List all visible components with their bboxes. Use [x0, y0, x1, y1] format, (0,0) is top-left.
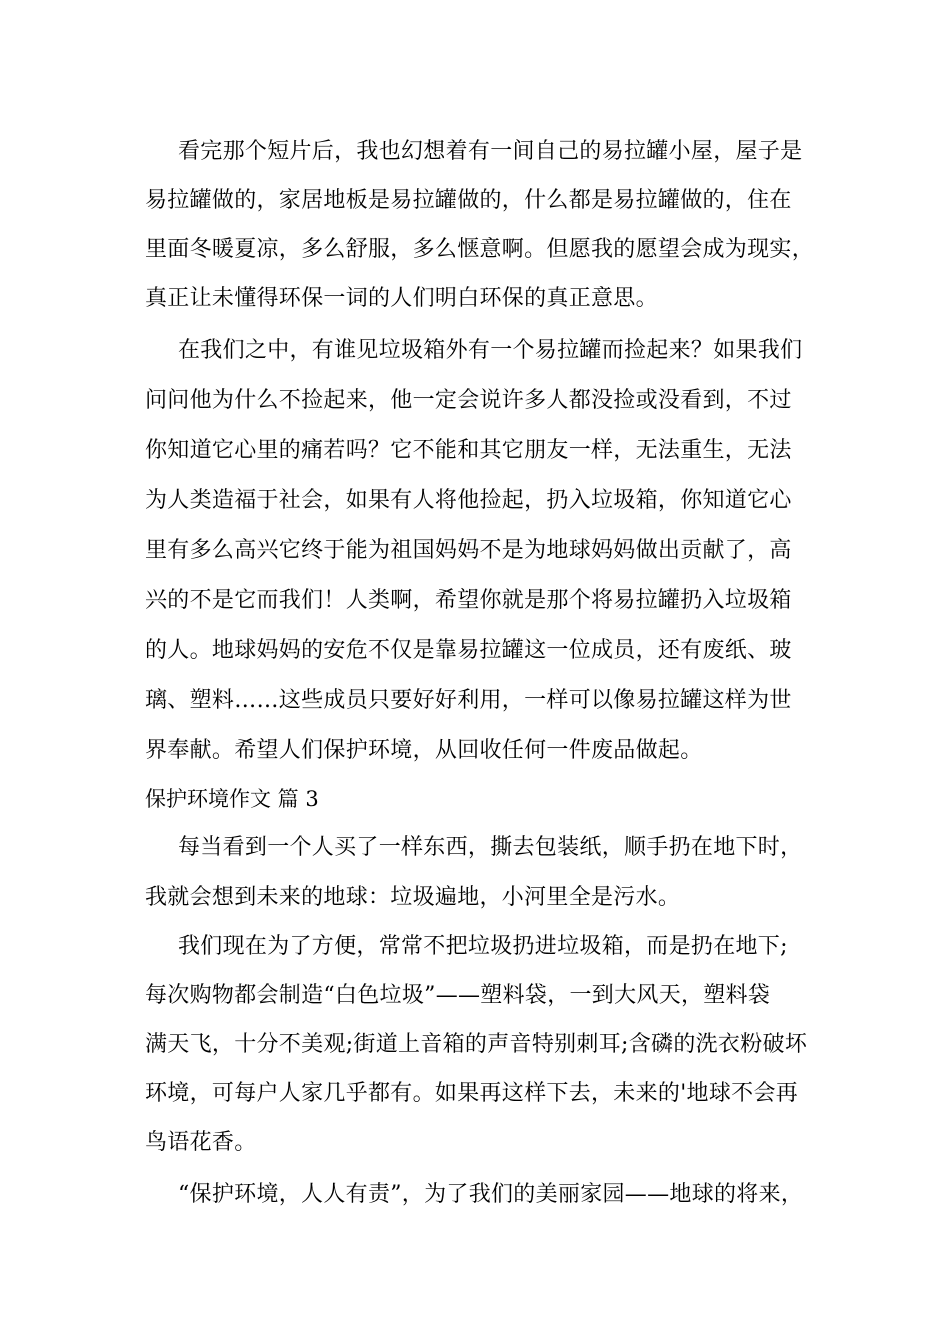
paragraph-1-line-3: 里面冬暖夏凉，多么舒服，多么惬意啊。但愿我的愿望会成为现实，	[145, 237, 815, 262]
paragraph-2-line-8: 璃、塑料……这些成员只要好好利用，一样可以像易拉罐这样为世	[145, 688, 792, 713]
paragraph-2-line-2: 问问他为什么不捡起来，他一定会说许多人都没捡或没看到，不过	[145, 388, 792, 413]
section-paragraph-2-line-5: 鸟语花香。	[145, 1130, 257, 1155]
paragraph-1-line-2: 易拉罐做的，家居地板是易拉罐做的，什么都是易拉罐做的，住在	[145, 188, 792, 213]
section-paragraph-2-line-3: 满天飞，十分不美观;街道上音箱的声音特别刺耳;含磷的洗衣粉破坏	[145, 1032, 808, 1057]
paragraph-2-line-4: 为人类造福于社会，如果有人将他捡起，扔入垃圾箱，你知道它心	[145, 488, 792, 513]
paragraph-2-line-5: 里有多么高兴它终于能为祖国妈妈不是为地球妈妈做出贡献了，高	[145, 538, 792, 563]
paragraph-2-line-3: 你知道它心里的痛若吗？它不能和其它朋友一样，无法重生，无法	[145, 438, 792, 463]
paragraph-1-line-4: 真正让未懂得环保一词的人们明白环保的真正意思。	[145, 286, 658, 311]
paragraph-1-line-1: 看完那个短片后，我也幻想着有一间自己的易拉罐小屋，屋子是	[178, 139, 803, 164]
section-paragraph-1-line-1: 每当看到一个人买了一样东西，撕去包装纸，顺手扔在地下时，	[178, 835, 803, 860]
section-paragraph-2-line-2: 每次购物都会制造“白色垃圾”——塑料袋，一到大风天，塑料袋	[145, 983, 771, 1008]
section-paragraph-2-line-1: 我们现在为了方便，常常不把垃圾扔进垃圾箱，而是扔在地下;	[178, 934, 788, 959]
section-paragraph-2-line-4: 环境，可每户人家几乎都有。如果再这样下去，未来的'地球不会再	[145, 1081, 799, 1106]
paragraph-2-line-7: 的人。地球妈妈的安危不仅是靠易拉罐这一位成员，还有废纸、玻	[145, 638, 792, 663]
section-heading: 保护环境作文 篇 3	[145, 787, 319, 811]
paragraph-2-line-9: 界奉献。希望人们保护环境，从回收任何一件废品做起。	[145, 738, 703, 763]
section-paragraph-1-line-2: 我就会想到未来的地球：垃圾遍地，小河里全是污水。	[145, 885, 681, 910]
section-paragraph-3-line-1: “保护环境，人人有责”，为了我们的美丽家园——地球的将来，	[178, 1182, 804, 1207]
paragraph-2-line-1: 在我们之中，有谁见垃圾箱外有一个易拉罐而捡起来？如果我们	[178, 338, 803, 363]
paragraph-2-line-6: 兴的不是它而我们！人类啊，希望你就是那个将易拉罐扔入垃圾箱	[145, 588, 792, 613]
